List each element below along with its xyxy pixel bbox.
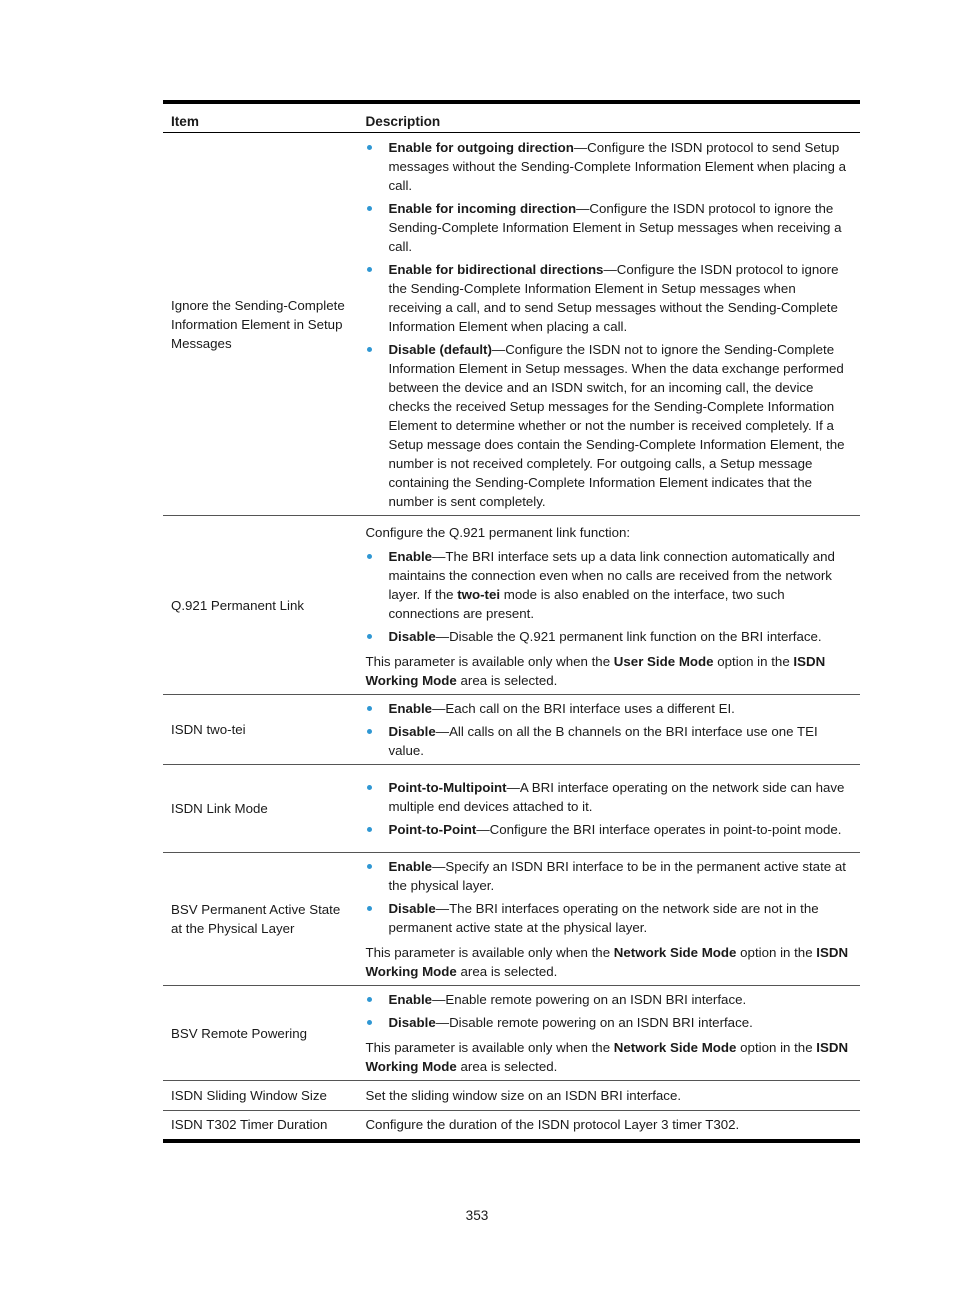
note-text: This parameter is available only when the Network Side Mode option in the ISDN Working Mode area is selected. <box>365 945 849 979</box>
item-cell: ISDN Link Mode <box>163 765 357 853</box>
table-row <box>163 853 860 986</box>
table-row <box>163 133 860 516</box>
bullet-list <box>365 547 852 646</box>
list-item: Enable—Specify an ISDN BRI interface to be in the permanent active state at the physical layer. <box>365 857 852 895</box>
bullet-list <box>365 857 852 937</box>
bullet-list <box>365 138 852 511</box>
list-item: Enable for bidirectional directions—Configure the ISDN protocol to ignore the Sending-Complete Information Element in Setup messages when receiving a call, and to send Setup messages without the Sending-Complete Information Element when placing a call. <box>365 260 852 336</box>
lead-text: Configure the Q.921 permanent link function: <box>365 525 631 540</box>
list-item: Enable for outgoing direction—Configure the ISDN protocol to send Setup messages without the Sending-Complete Information Element when placing a call. <box>365 138 852 195</box>
table-header-row <box>163 102 860 133</box>
description-cell <box>357 516 860 695</box>
item-cell: ISDN Sliding Window Size <box>163 1081 357 1111</box>
parameter-table <box>163 100 860 1143</box>
list-item: Enable—Each call on the BRI interface uses a different EI. <box>365 699 852 718</box>
description-cell <box>357 986 860 1081</box>
list-item: Enable for incoming direction—Configure the ISDN protocol to ignore the Sending-Complete Information Element in Setup messages when receiving a call. <box>365 199 852 256</box>
description-cell <box>357 765 860 853</box>
table-row <box>163 986 860 1081</box>
item-cell: BSV Remote Powering <box>163 986 357 1081</box>
list-item: Enable—Enable remote powering on an ISDN BRI interface. <box>365 990 852 1009</box>
description-cell <box>357 133 860 516</box>
header-item: Item <box>163 102 357 133</box>
list-item: Disable—Disable remote powering on an ISDN BRI interface. <box>365 1013 852 1032</box>
item-cell: Q.921 Permanent Link <box>163 516 357 695</box>
list-item: Disable—The BRI interfaces operating on the network side are not in the permanent active state at the physical layer. <box>365 899 852 937</box>
item-cell: ISDN two-tei <box>163 695 357 765</box>
bullet-list <box>365 778 852 839</box>
bullet-list <box>365 699 852 760</box>
table-row <box>163 765 860 853</box>
table-row <box>163 1081 860 1111</box>
list-item: Disable (default)—Configure the ISDN not to ignore the Sending-Complete Information Element in Setup messages. When the data exchange performed between the device and an ISDN switch, for an incoming call, the device checks the received Setup messages for the Sending-Complete Information Element to determine whether or not the number is received completely. If a Setup message does contain the Sending-Complete Information Element, the number is not received completely. For outgoing calls, a Setup message containing the Sending-Complete Information Element indicates that the number is sent completely. <box>365 340 852 511</box>
item-cell: Ignore the Sending-Complete Information Element in Setup Messages <box>171 297 345 351</box>
list-item: Disable—Disable the Q.921 permanent link function on the BRI interface. <box>365 627 852 646</box>
description-cell: Set the sliding window size on an ISDN BRI interface. <box>357 1081 860 1111</box>
description-cell <box>357 853 860 986</box>
description-cell <box>357 695 860 765</box>
list-item: Disable—All calls on all the B channels on the BRI interface use one TEI value. <box>365 722 852 760</box>
table-row <box>163 695 860 765</box>
list-item: Point-to-Point—Configure the BRI interface operates in point-to-point mode. <box>365 820 852 839</box>
page-number: 353 <box>465 1208 489 1223</box>
list-item: Enable—The BRI interface sets up a data link connection automatically and maintains the connection even when no calls are received from the network layer. If the two-tei mode is also enabled on the interface, two such connections are present. <box>365 547 852 623</box>
item-cell: BSV Permanent Active State at the Physical Layer <box>163 853 357 986</box>
table-row <box>163 1111 860 1141</box>
item-cell: ISDN T302 Timer Duration <box>163 1111 357 1141</box>
table-row <box>163 516 860 695</box>
list-item: Point-to-Multipoint—A BRI interface operating on the network side can have multiple end devices attached to it. <box>365 778 852 816</box>
description-cell: Configure the duration of the ISDN protocol Layer 3 timer T302. <box>357 1111 860 1141</box>
note-text: This parameter is available only when the User Side Mode option in the ISDN Working Mode area is selected. <box>365 654 826 688</box>
header-description: Description <box>357 102 860 133</box>
bullet-list <box>365 990 852 1032</box>
note-text: This parameter is available only when the Network Side Mode option in the ISDN Working Mode area is selected. <box>365 1040 849 1074</box>
